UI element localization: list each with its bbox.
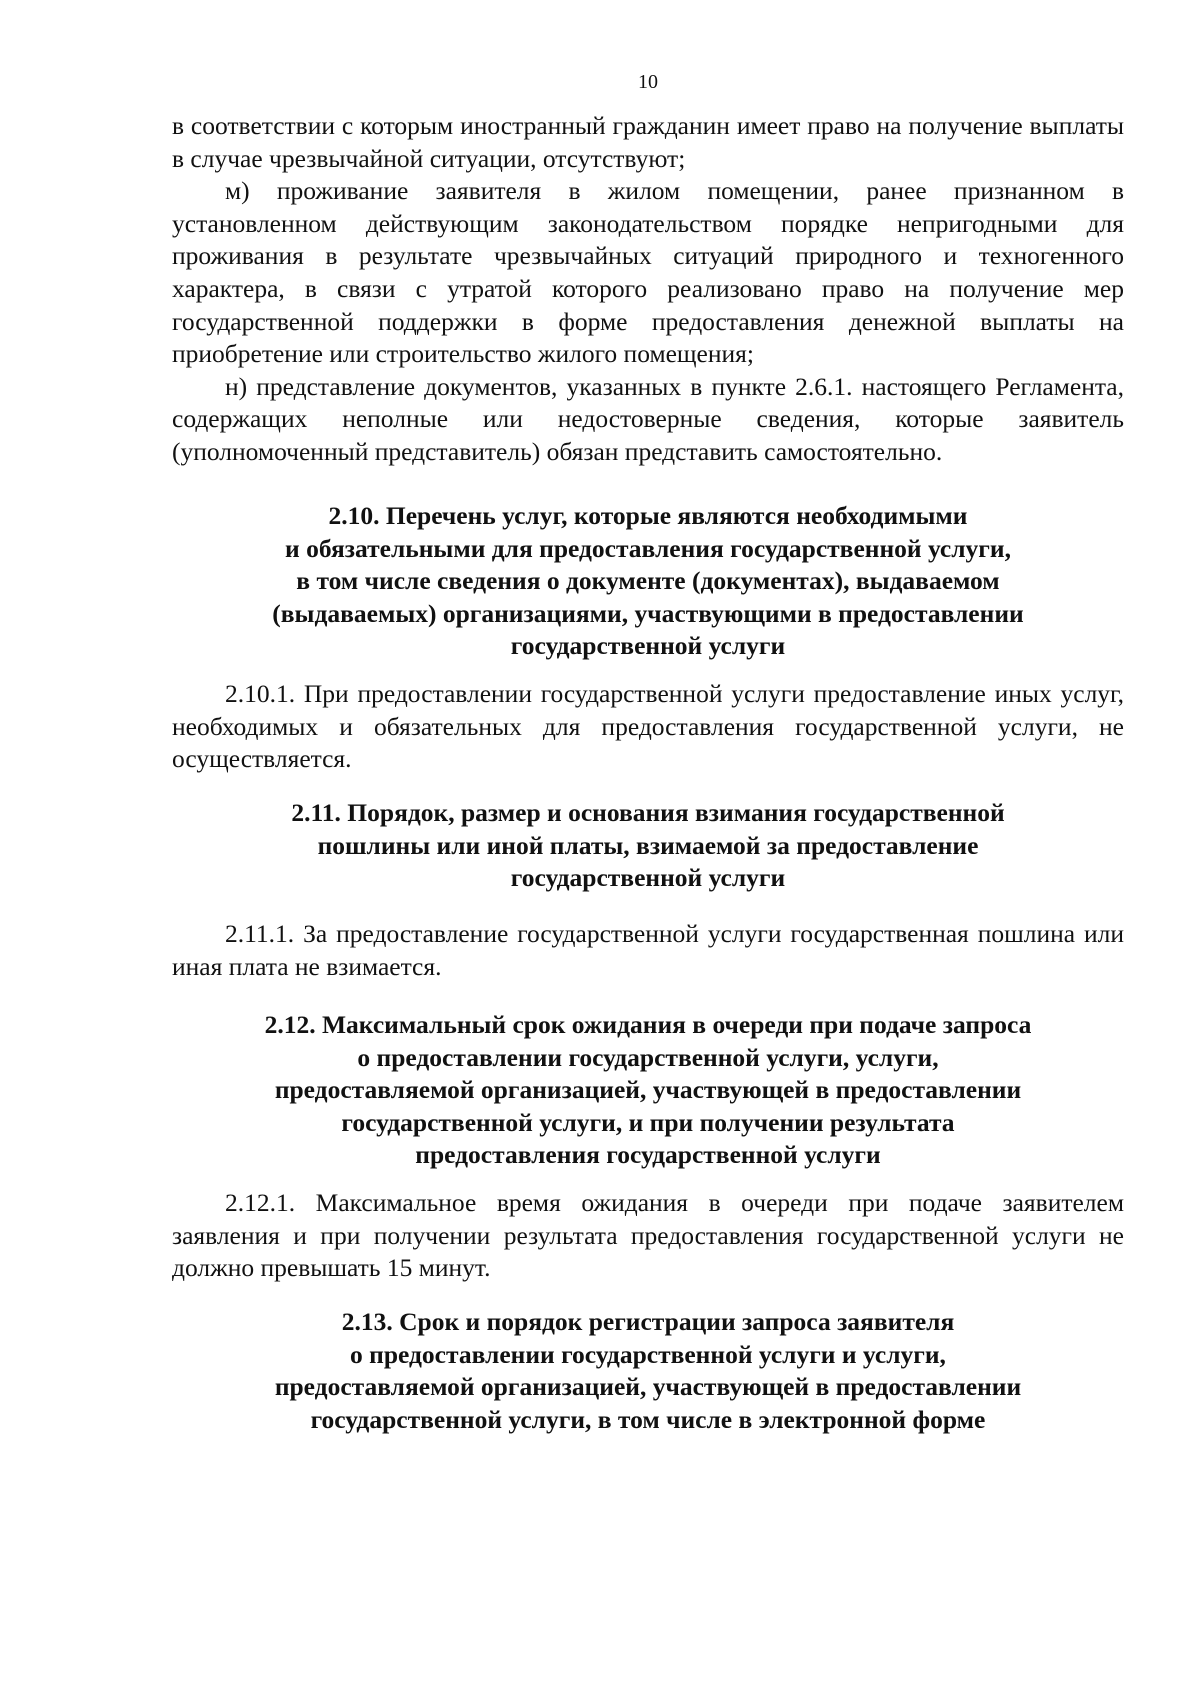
paragraph-2-10-1: 2.10.1. При предоставлении государственной услуги предоставление иных услуг, необходимых и обязательных для предоставления государственной услуги, не осуществляется. bbox=[172, 679, 1124, 774]
item-n-paragraph: н) представление документов, указанных в пункте 2.6.1. настоящего Регламента, содержащих неполные или недостоверные сведения, которые заявитель (уполномоченный представитель) обязан представить самостоятельно. bbox=[172, 371, 1124, 466]
section-2-10-heading bbox=[172, 500, 1124, 663]
heading-line: (выдаваемых) организациями, участвующими в предоставлении bbox=[272, 598, 1024, 628]
heading-line: 2.11. Порядок, размер и основания взимания государственной bbox=[291, 798, 1005, 827]
section-2-11-heading bbox=[172, 797, 1124, 895]
heading-line: в том числе сведения о документе (документах), выдаваемом bbox=[296, 566, 1000, 596]
page-number: 10 bbox=[638, 71, 658, 93]
section-2-10-body bbox=[172, 678, 1124, 776]
heading-line: государственной услуги bbox=[510, 863, 786, 893]
heading-line: и обязательными для предоставления государственной услуги, bbox=[285, 533, 1011, 563]
intro-block bbox=[172, 110, 1124, 469]
item-m-paragraph: м) проживание заявителя в жилом помещении, ранее признанном в установленном действующим законодательством порядке непригодными для проживания в результате чрезвычайных ситуаций природного и техногенного характера, в связи с утратой которого реализовано право на получение мер государственной поддержки в форме предоставления денежной выплаты на приобретение или строительство жилого помещения; bbox=[172, 176, 1124, 369]
heading-line: 2.10. Перечень услуг, которые являются необходимыми bbox=[328, 501, 968, 530]
paragraph-2-11-1: 2.11.1. За предоставление государственной услуги государственная пошлина или иная плата не взимается. bbox=[172, 919, 1124, 981]
heading-line: о предоставлении государственной услуги и услуги, bbox=[350, 1339, 946, 1369]
paragraph-2-12-1: 2.12.1. Максимальное время ожидания в очереди при подаче заявителем заявления и при получении результата предоставления государственной услуги не должно превышать 15 минут. bbox=[172, 1188, 1124, 1283]
heading-line: государственной услуги, и при получении результата bbox=[341, 1107, 955, 1137]
heading-line: предоставления государственной услуги bbox=[415, 1140, 881, 1170]
section-2-13-heading bbox=[172, 1306, 1124, 1436]
section-2-11-body bbox=[172, 918, 1124, 983]
heading-line: пошлины или иной платы, взимаемой за предоставление bbox=[317, 830, 979, 860]
section-2-12-body bbox=[172, 1187, 1124, 1285]
intro-continuation-paragraph: в соответствии с которым иностранный гражданин имеет право на получение выплаты в случае чрезвычайной ситуации, отсутствуют; bbox=[172, 111, 1124, 173]
heading-line: 2.12. Максимальный срок ожидания в очереди при подаче запроса bbox=[264, 1010, 1032, 1039]
heading-line: предоставляемой организацией, участвующей в предоставлении bbox=[274, 1075, 1022, 1105]
heading-line: о предоставлении государственной услуги, услуги, bbox=[357, 1042, 939, 1072]
heading-line: предоставляемой организацией, участвующей в предоставлении bbox=[274, 1372, 1022, 1402]
section-2-12-heading bbox=[172, 1009, 1124, 1172]
heading-line: государственной услуги, в том числе в электронной форме bbox=[310, 1404, 986, 1434]
heading-line: 2.13. Срок и порядок регистрации запроса заявителя bbox=[341, 1307, 955, 1336]
heading-line: государственной услуги bbox=[510, 631, 786, 661]
